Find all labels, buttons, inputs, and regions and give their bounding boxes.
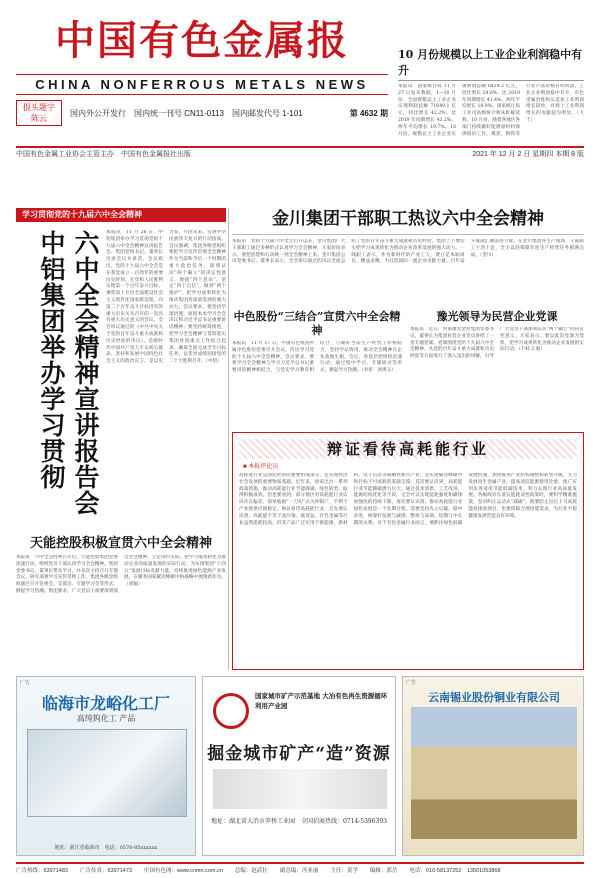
ad-longyu-title: 临海市龙峪化工厂 xyxy=(41,696,170,713)
top-right-news-body: 本报讯 国家统计局 11 月 27 日发布数据，1—10 月份，全国规模以上工业企业实现利润总额 71649.1 亿元，同比增长 42.2%，比 2019 年同期增长 43.2%，两年平均增长 19.7%。10 月份，规模以上工业企业实现利润总额 8424.2 亿元，同比增长 24.6%，比 2019 年同期增长 41.4%，两年平均增长 18.9%。国家统计局工业司高级统计师朱虹解读称，10 月份，随着各地区各部门持续做好能源原材料保供稳价工作，煤炭、钢铁等行业产品价格有所回落，工业企业利润稳中有升。有色金属冶炼和压延加工业利润增长较快，对规上工业利润增长的贡献较为明显。（大于） xyxy=(398,84,584,137)
story-yuguang-title: 豫光领导为民营企业党课 xyxy=(436,310,558,323)
main-story-title: 金川集团干部职工热议六中全会精神 xyxy=(232,208,584,235)
ad-yunnan-title: 云南锡业股份铜业有限公司 xyxy=(428,691,560,704)
top-right-news-title: 10 月份规模以上工业企业利润稳中有升 xyxy=(398,46,584,81)
ad-daye-recycling xyxy=(202,676,396,856)
masthead-date: 2021 年 12 月 2 日 星期四 本期 8 版 xyxy=(472,151,584,158)
ad-longyu-subtitle: 高纯钨化工 产品 xyxy=(76,714,136,723)
main-story-body: 本报讯 党的十九届六中全会召开以来，金川集团广大干部职工通过多种形式认真学习全会精神，大家纷纷表示，要把思想和行动统一到全会精神上来。金川集团公司党委书记、董事长表示，全会审议通过的决议全面总结了党的百年奋斗重大成就和历史经验，集团上下要切实把学习成果转化为推动企业改革发展的强大动力。一线职工表示，作为新时代的产业工人，要立足本职岗位，精益求精，为打造国际一流企业贡献力量。百年奋斗成就汇聚前进力量，在金川集团各生产现场，干部职工干劲十足，全力以赴保障年度生产经营任务圆满完成。（金川） xyxy=(232,239,584,265)
commentary-body: 高耗能行业是国民经济的重要组成部分，是实现经济社会发展的重要物质基础。近年来，国家出台一系列政策措施，推动高耗能行业节能降碳、绿色转型，取得积极成效。但也要看到，部分地区对高耗能行业认识存在偏差，简单地搞“一刀切”式关停限产，不利于产业链供应链稳定。辩证看待高耗能行业，首先要认识到，高耗能不等于高污染、低效益。有色金属等行业虽然能耗较高，但其产品广泛应用于新能源、新材料、电子信息等战略性新兴产业，是实现碳达峰碳中和目标不可或缺的基础支撑。其次要认识到，高耗能行业节能降碳潜力巨大。通过技术创新、工艺改进、能源结构优化等手段，完全可以实现能耗强度和碳排放强度的持续下降。再次要认识到，推动高耗能行业绿色发展是一个长期过程，需要坚持先立后破、稳中求进，统筹好发展与减排、整体与局部、短期与中长期的关系。对于有色金属行业而言，要抓住绿色低碳发展机遇，加快推进产业结构调整和转型升级，大力发展再生金属产业，提高清洁能源使用比重，推广应用先进适用节能低碳技术，努力实现行业高质量发展。各级政府在落实能耗双控政策时，要科学精准施策，坚决纠正运动式“减碳”，既要防止盲目上马高耗能高排放项目，也要保障合理用能需求，为行业平稳健康发展营造良好环境。 xyxy=(239,473,577,526)
masthead-band xyxy=(16,146,584,158)
lead-story xyxy=(16,226,226,528)
footer-item: 中国有色网：www.cnmn.com.cn xyxy=(143,868,223,874)
commentary-title: 辩证看待高耗能行业 xyxy=(239,439,577,459)
masthead-sponsor: 中国有色金属工业协会主管主办 中国有色金属报社出版 xyxy=(16,151,191,158)
story-zhongse-title: 中色股份“三结合”宣贯六中全会精神 xyxy=(233,310,401,337)
ad-daye-title: 掘金城市矿产“造”资源 xyxy=(207,744,391,764)
footer-item: 编辑：郭岳 xyxy=(369,868,398,874)
footer-item: 副总编：冯亚丽 xyxy=(279,868,319,874)
masthead-calligraphy-credit: 报头题字 陈云 xyxy=(16,100,62,126)
footer-item: 广告传真：63971473 xyxy=(79,868,132,874)
masthead-english-title: CHINA NONFERROUS METALS NEWS xyxy=(16,74,388,95)
ad-daye-footer: 地址：湖北省大冶市罗桥工业园 全国招商热线：0714-5396393 xyxy=(210,818,388,825)
footer-item: 主任：黄学 xyxy=(330,868,358,874)
ad-daye-header: 国家城市矿产示范基地 大冶有色再生资源循环利用产业园 xyxy=(255,692,388,710)
lead-story-title: 六中全会精神宣讲报告会中铝集团举办学习贯彻 xyxy=(37,230,100,516)
footer-item: 电话：010-58137252 13501053868 xyxy=(409,868,501,874)
masthead-info-row xyxy=(16,100,388,126)
masthead-issue-number: 第 4632 期 xyxy=(349,108,388,118)
ad-label: 广告 xyxy=(20,680,31,686)
masthead xyxy=(16,12,388,122)
lead-story-body: 本报讯 11 月 26 日，中铝集团举办学习贯彻党的十九届六中全会精神宣讲报告会。集团党组书记、董事长出席会议并讲话。会议指出，党的十九届六中全会是在我党成立一百周年的重要历史时刻、在党和人民胜利实现第一个百年奋斗目标、乘势而上开启全面建设社会主义现代化国家新征程、向第二个百年奋斗目标进军的重大历史关头召开的一次具有重大历史意义的会议。全会审议通过的《中共中央关于党的百年奋斗重大成就和历史经验的决议》，是新时代中国共产党人牢记初心使命、坚持和发展中国特色社会主义的政治宣言，是以史为鉴、开创未来、实现中华民族伟大复兴的行动指南。会议强调，集团各级党组织要把学习宣传贯彻全会精神作为当前和今后一个时期的重大政治任务，深刻认识“两个确立”的决定性意义，增强“四个意识”、坚定“四个自信”、做到“两个维护”，把学习成果转化为推动集团高质量发展的强大动力。会议要求，要坚持学深悟透，原原本本学习全会决议和习近平总书记重要讲话精神；要坚持统筹推进，把学习全会精神与贯彻落实集团各项重点工作结合起来，确保全面完成全年目标任务，以优异成绩迎接党的二十大胜利召开。（中铝） xyxy=(106,230,226,365)
ad-daye-logo-icon xyxy=(213,693,249,729)
ad-yunnan-tin xyxy=(402,676,584,856)
story-zhongse-body: 本报讯 11 月 17 日，中国有色集团所属中色股份党委召开会议，传达学习党的十九届六中全会精神。会议要求，要将学习全会精神与学习习近平总书记重要讲话精神相结合，与党史学习教育相结合，与做好当前生产经营工作相结合，坚持学以致用，推动全会精神在企业落地生根。会后，各基层党组织迅速行动，通过集中学习、专题研讨等形式，掀起学习热潮。（李彤 刘禹义） xyxy=(232,341,402,374)
story-yuguang-body: 本报讯 近日，河南豫光金铅集团党委书记、董事长为集团民营企业党员讲授了一堂专题党课。党课围绕党的十九届六中全会精神，从党的百年奋斗重大成就和历史经验等方面进行了深入浅出的讲解，引导广大党员干部深刻认识“两个确立”的决定性意义。大家表示，要以此次党课为契机，把学习成果转化为推动企业发展的实际行动。（下转 2 版） xyxy=(410,327,584,360)
page-footer xyxy=(16,862,584,874)
masthead-distribution: 国内外公开发行 国内统一刊号 CN11-0113 国内邮发代号 1-101 xyxy=(70,108,303,118)
column-divider xyxy=(228,208,229,670)
story-zhongse xyxy=(232,310,402,426)
ad-label: 广告 xyxy=(406,680,417,686)
ad-longyu-product-image xyxy=(27,729,187,817)
masthead-title: 中国有色金属报 xyxy=(55,17,349,64)
ad-daye-image-band xyxy=(213,769,387,809)
sub-story-tianneng xyxy=(16,536,226,670)
sub-story-title: 天能控股积极宣贯六中全会精神 xyxy=(29,536,212,551)
top-right-news xyxy=(398,46,584,146)
footer-item: 总编：赵武壮 xyxy=(234,868,268,874)
sub-story-body: 本报讯 六中全会胜利召开后，天能控股集团党委迅速行动，组织党员干部认真学习全会精神。集团党委书记、董事长带头学习，并多次主持召开专题会议，研究部署学习宣传贯彻工作。集团各级党组织通过召开党委会、支部会、专题学习会等形式，掀起学习热潮。集团要求，广大党员干部要深刻领会全会精神，立足岗位实际，把学习成果转化为推动企业高质量发展的实际行动，为实现集团“十四五”发展目标贡献力量，持续推进绿色能源产业发展，在服务国家碳达峰碳中和战略中展现新作为。（刘颖） xyxy=(16,555,226,594)
story-yuguang xyxy=(410,310,584,426)
ad-longyu-chemical xyxy=(16,676,196,856)
commentary-box xyxy=(232,432,584,670)
main-story-jinchuan xyxy=(232,208,584,304)
footer-item: 广告热线：63971483 xyxy=(16,868,68,874)
ad-yunnan-factory-image xyxy=(411,707,577,839)
section-ribbon: 学习贯彻党的十九届六中全会精神 xyxy=(16,208,226,222)
commentary-byline: ■ 本报评论员 xyxy=(243,464,279,470)
ad-longyu-footer: 地址：浙江省临海市 电话：0576-85xxxxxx xyxy=(54,845,158,851)
